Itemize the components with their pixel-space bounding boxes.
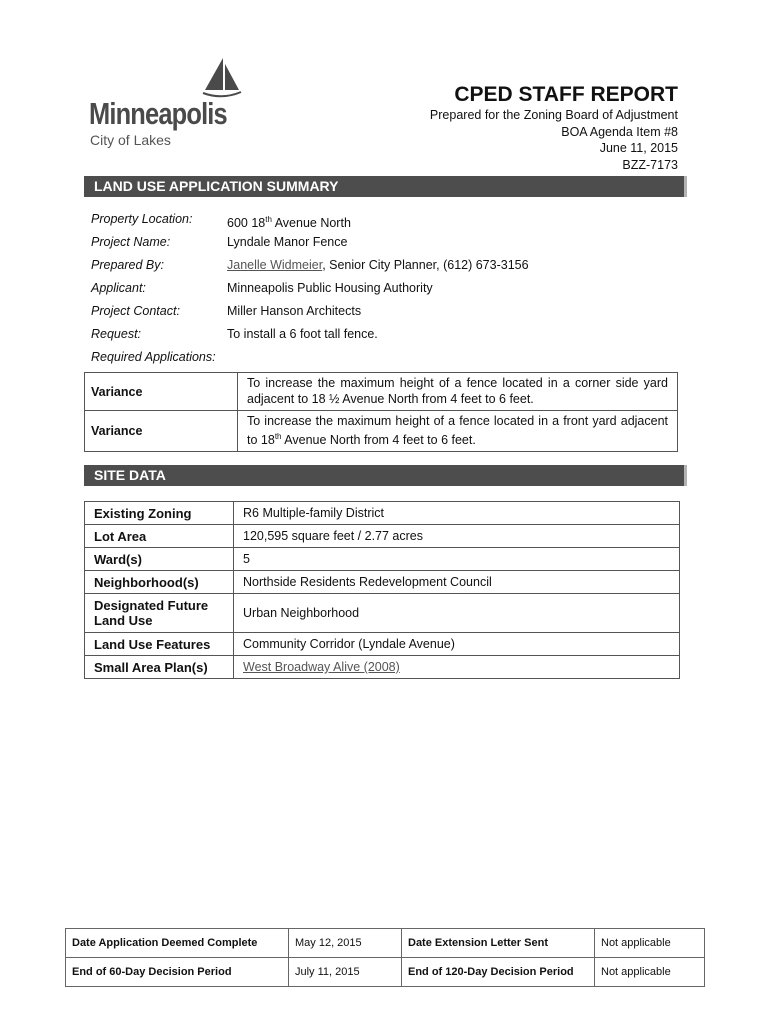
lot-area-value: 120,595 square feet / 2.77 acres xyxy=(234,525,680,548)
table-row xyxy=(85,594,680,633)
summary-row xyxy=(91,302,681,325)
table-row xyxy=(85,571,680,594)
request-label: Request: xyxy=(91,327,142,341)
request-value: To install a 6 foot tall fence. xyxy=(227,327,378,341)
summary-row xyxy=(91,325,681,348)
prepared-by-label: Prepared By: xyxy=(91,258,164,272)
lot-area-label: Lot Area xyxy=(85,525,234,548)
property-location-label: Property Location: xyxy=(91,212,193,226)
table-row xyxy=(85,633,680,656)
project-contact-label: Project Contact: xyxy=(91,304,180,318)
sailboat-icon xyxy=(201,56,243,98)
variance-label: Variance xyxy=(85,411,238,452)
date-deemed-complete-label: Date Application Deemed Complete xyxy=(66,929,289,958)
small-area-plan-value xyxy=(234,656,680,679)
applicant-label: Applicant: xyxy=(91,281,146,295)
required-applications-label: Required Applications: xyxy=(91,350,216,364)
sixty-day-value: July 11, 2015 xyxy=(289,958,402,987)
land-use-features-label: Land Use Features xyxy=(85,633,234,656)
table-row xyxy=(66,958,705,987)
existing-zoning-label: Existing Zoning xyxy=(85,502,234,525)
prepared-for-line: Prepared for the Zoning Board of Adjustment xyxy=(429,108,678,122)
small-area-plan-label: Small Area Plan(s) xyxy=(85,656,234,679)
table-row xyxy=(85,548,680,571)
land-use-features-value: Community Corridor (Lyndale Avenue) xyxy=(234,633,680,656)
neighborhood-value: Northside Residents Redevelopment Council xyxy=(234,571,680,594)
land-use-summary-heading: LAND USE APPLICATION SUMMARY xyxy=(84,176,687,197)
table-row xyxy=(85,502,680,525)
prepared-by-value: Janelle Widmeier, Senior City Planner, (612) 673-3156 xyxy=(227,258,529,272)
decision-dates-table xyxy=(65,928,705,987)
table-row xyxy=(66,929,705,958)
future-land-use-value: Urban Neighborhood xyxy=(234,594,680,633)
table-row xyxy=(85,525,680,548)
project-name-label: Project Name: xyxy=(91,235,171,249)
report-title: CPED STAFF REPORT xyxy=(454,83,678,106)
project-name-value: Lyndale Manor Fence xyxy=(227,235,348,249)
logo-tagline: City of Lakes xyxy=(90,132,171,148)
site-data-table xyxy=(84,501,680,679)
summary-row xyxy=(91,233,681,256)
ward-value: 5 xyxy=(234,548,680,571)
site-data-heading: SITE DATA xyxy=(84,465,687,486)
small-area-plan-link[interactable]: West Broadway Alive (2008) xyxy=(243,660,400,674)
date-deemed-complete-value: May 12, 2015 xyxy=(289,929,402,958)
variance-description: To increase the maximum height of a fence located in a front yard adjacent to 18th Avenue North from 4 feet to 6 feet. xyxy=(238,411,678,452)
extension-letter-label: Date Extension Letter Sent xyxy=(402,929,595,958)
report-date-line: June 11, 2015 xyxy=(599,141,678,155)
project-contact-value: Miller Hanson Architects xyxy=(227,304,362,318)
summary-row xyxy=(91,210,681,233)
table-row xyxy=(85,373,678,411)
summary-row xyxy=(91,348,681,371)
case-number-line: BZZ-7173 xyxy=(622,157,678,172)
applicant-value: Minneapolis Public Housing Authority xyxy=(227,281,433,295)
agenda-item-line: BOA Agenda Item #8 xyxy=(561,124,678,139)
minneapolis-logo xyxy=(89,56,259,156)
neighborhood-label: Neighborhood(s) xyxy=(85,571,234,594)
one-twenty-day-value: Not applicable xyxy=(595,958,705,987)
property-location-value: 600 18th Avenue North xyxy=(227,215,351,231)
existing-zoning-value: R6 Multiple-family District xyxy=(234,502,680,525)
required-applications-table xyxy=(84,372,678,452)
one-twenty-day-label: End of 120-Day Decision Period xyxy=(402,958,595,987)
application-summary xyxy=(91,210,681,371)
summary-row xyxy=(91,279,681,302)
report-header xyxy=(430,83,678,173)
ward-label: Ward(s) xyxy=(85,548,234,571)
sixty-day-label: End of 60-Day Decision Period xyxy=(66,958,289,987)
variance-description: To increase the maximum height of a fence located in a corner side yard adjacent to 18 ½ Avenue North from 4 feet to 6 feet. xyxy=(238,373,678,411)
summary-row xyxy=(91,256,681,279)
logo-wordmark: Minneapolis xyxy=(89,96,227,131)
table-row xyxy=(85,656,680,679)
future-land-use-label: Designated Future Land Use xyxy=(85,594,234,633)
variance-label: Variance xyxy=(85,373,238,411)
table-row xyxy=(85,411,678,452)
extension-letter-value: Not applicable xyxy=(595,929,705,958)
planner-email-link[interactable]: Janelle Widmeier xyxy=(227,258,323,272)
